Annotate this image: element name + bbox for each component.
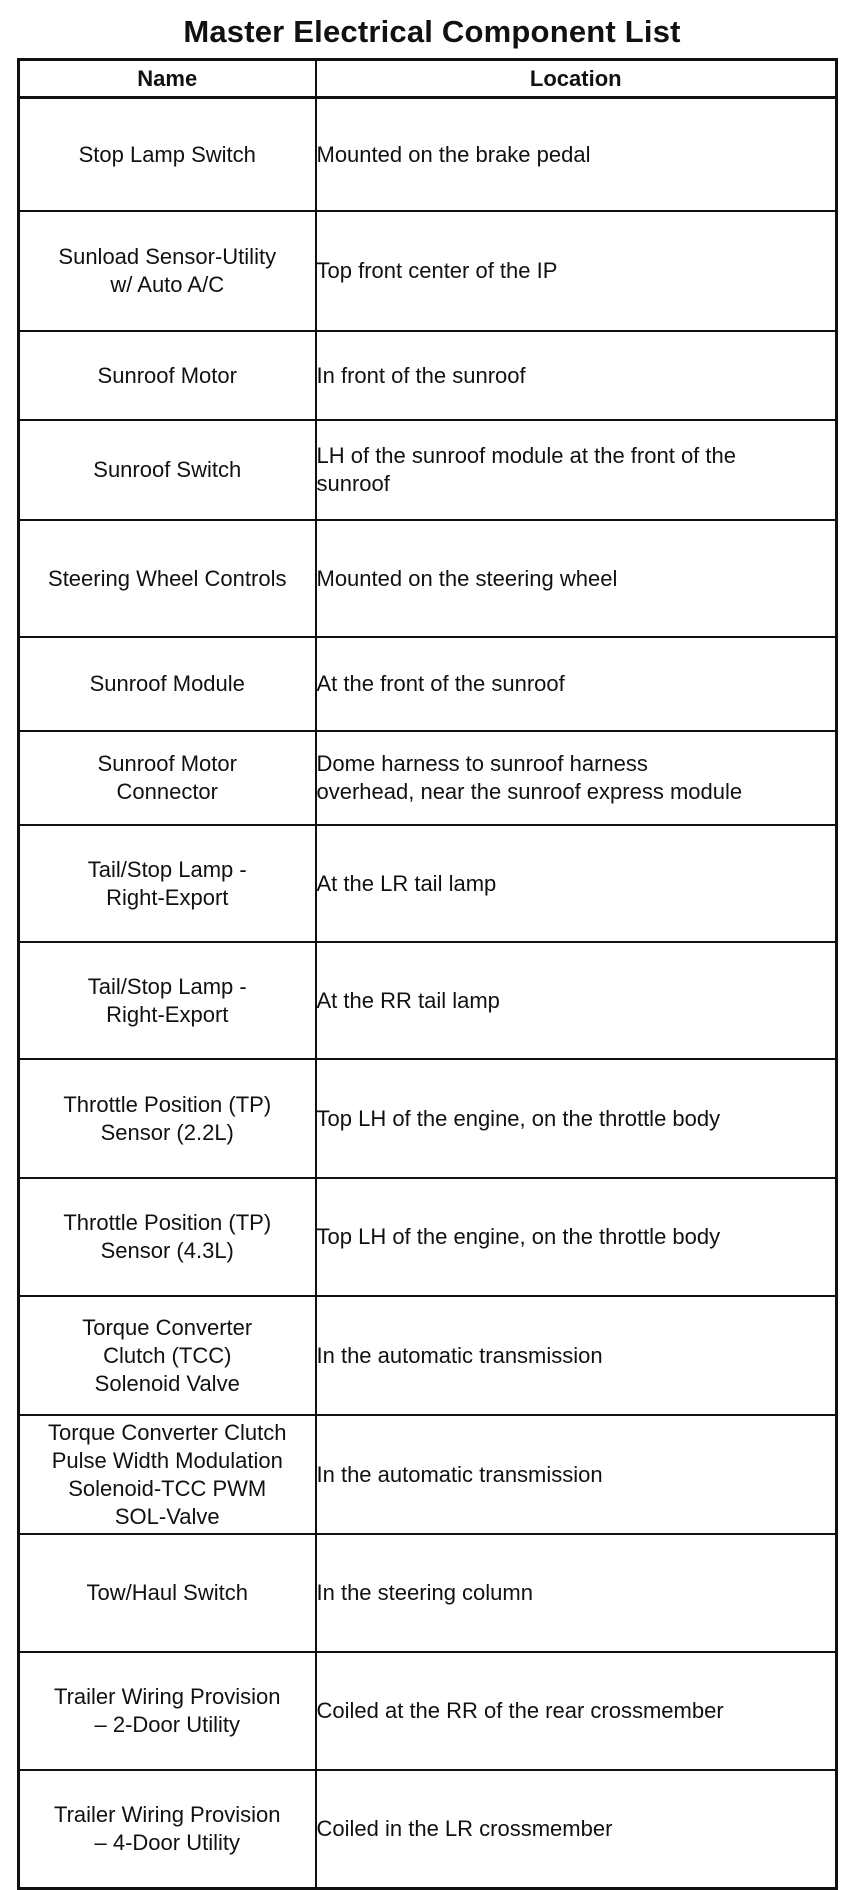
component-name: Sensor (2.2L) — [100, 1119, 234, 1145]
component-name-cell — [19, 1652, 316, 1770]
component-name: Right-Export — [106, 884, 229, 910]
name-column-header: Name — [19, 60, 316, 98]
component-location-cell — [316, 211, 837, 331]
table-row — [19, 1059, 837, 1178]
component-location-cell — [316, 1415, 837, 1534]
component-name: Stop Lamp Switch — [78, 141, 256, 167]
component-name-cell — [19, 98, 316, 212]
table-row — [19, 98, 837, 212]
component-name: Torque Converter — [82, 1314, 253, 1340]
page-title: Master Electrical Component List — [183, 14, 681, 49]
component-name-cell — [19, 211, 316, 331]
component-name: Solenoid Valve — [94, 1370, 240, 1396]
component-name-cell — [19, 331, 316, 420]
component-name: SOL-Valve — [114, 1503, 220, 1529]
component-name: Tow/Haul Switch — [86, 1580, 248, 1605]
component-name: Right-Export — [106, 1001, 229, 1027]
component-location-cell — [316, 520, 837, 637]
component-name: Throttle Position (TP) — [63, 1210, 272, 1235]
component-name: Throttle Position (TP) — [63, 1091, 272, 1117]
component-name: Solenoid-TCC PWM — [68, 1475, 267, 1501]
component-name-cell — [19, 942, 316, 1059]
component-location: Mounted on the steering wheel — [316, 565, 618, 591]
component-location-cell — [316, 420, 837, 520]
table-row — [19, 1652, 837, 1770]
component-location-cell — [316, 942, 837, 1059]
component-name-cell — [19, 1534, 316, 1652]
component-name-cell — [19, 1296, 316, 1415]
component-name-cell — [19, 420, 316, 520]
component-location-cell — [316, 98, 837, 212]
component-location: Top LH of the engine, on the throttle body — [316, 1224, 721, 1249]
component-name-cell — [19, 1178, 316, 1296]
header-row — [19, 60, 837, 98]
component-location-cell — [316, 731, 837, 825]
table-row — [19, 731, 837, 825]
component-name: Sunroof Switch — [93, 457, 242, 482]
component-name: Sunroof Motor — [97, 751, 237, 776]
component-location: At the RR tail lamp — [316, 987, 500, 1013]
component-location-cell — [316, 1178, 837, 1296]
table-row — [19, 211, 837, 331]
component-name-cell — [19, 637, 316, 731]
component-name-cell — [19, 1770, 316, 1889]
component-location: In the automatic transmission — [316, 1342, 603, 1368]
component-name: Sunroof Motor — [97, 362, 237, 388]
component-name-cell — [19, 731, 316, 825]
component-location: In the automatic transmission — [316, 1461, 603, 1487]
component-location: Coiled at the RR of the rear crossmember — [316, 1698, 724, 1723]
component-name: – 2-Door Utility — [94, 1712, 240, 1737]
table-row — [19, 1178, 837, 1296]
component-name: Torque Converter Clutch — [48, 1419, 287, 1445]
component-location-cell — [316, 637, 837, 731]
component-name: Pulse Width Modulation — [51, 1447, 283, 1473]
component-name-cell — [19, 825, 316, 942]
component-name: Trailer Wiring Provision — [53, 1802, 281, 1827]
component-name: Connector — [116, 779, 218, 804]
component-name: Clutch (TCC) — [103, 1342, 232, 1368]
component-location: Dome harness to sunroof harness — [316, 751, 648, 776]
component-location: In the steering column — [316, 1580, 533, 1605]
table-row — [19, 942, 837, 1059]
component-name: Trailer Wiring Provision — [53, 1684, 281, 1709]
table-row — [19, 637, 837, 731]
component-location: sunroof — [316, 471, 390, 496]
component-name: w/ Auto A/C — [110, 272, 225, 297]
table-row — [19, 1770, 837, 1889]
table-row — [19, 420, 837, 520]
component-name-cell — [19, 1059, 316, 1178]
component-location: At the LR tail lamp — [316, 870, 497, 896]
table-row — [19, 520, 837, 637]
component-location-cell — [316, 1534, 837, 1652]
component-name-cell — [19, 520, 316, 637]
component-location: At the front of the sunroof — [316, 671, 565, 696]
component-name-cell — [19, 1415, 316, 1534]
component-location: LH of the sunroof module at the front of the — [316, 443, 736, 468]
component-location-cell — [316, 1652, 837, 1770]
component-name: – 4-Door Utility — [94, 1830, 240, 1855]
component-location: Coiled in the LR crossmember — [316, 1816, 613, 1841]
table-row — [19, 1296, 837, 1415]
component-location-cell — [316, 825, 837, 942]
component-location: Top LH of the engine, on the throttle body — [316, 1105, 721, 1131]
component-location: Mounted on the brake pedal — [316, 141, 591, 167]
component-name: Sensor (4.3L) — [100, 1238, 234, 1263]
component-location-cell — [316, 1296, 837, 1415]
component-location: Top front center of the IP — [316, 258, 558, 283]
component-name: Sunload Sensor-Utility — [58, 244, 277, 269]
component-name: Steering Wheel Controls — [48, 565, 287, 591]
component-name: Tail/Stop Lamp - — [87, 856, 247, 882]
component-name: Tail/Stop Lamp - — [87, 973, 247, 999]
table-row — [19, 825, 837, 942]
table-row — [19, 1534, 837, 1652]
table-row — [19, 1415, 837, 1534]
table-row — [19, 331, 837, 420]
component-location: In front of the sunroof — [316, 362, 526, 388]
component-table — [17, 58, 838, 1890]
component-location: overhead, near the sunroof express module — [316, 779, 743, 804]
component-name: Sunroof Module — [89, 671, 245, 696]
location-column-header: Location — [316, 60, 837, 98]
component-location-cell — [316, 1770, 837, 1889]
component-location-cell — [316, 331, 837, 420]
component-location-cell — [316, 1059, 837, 1178]
